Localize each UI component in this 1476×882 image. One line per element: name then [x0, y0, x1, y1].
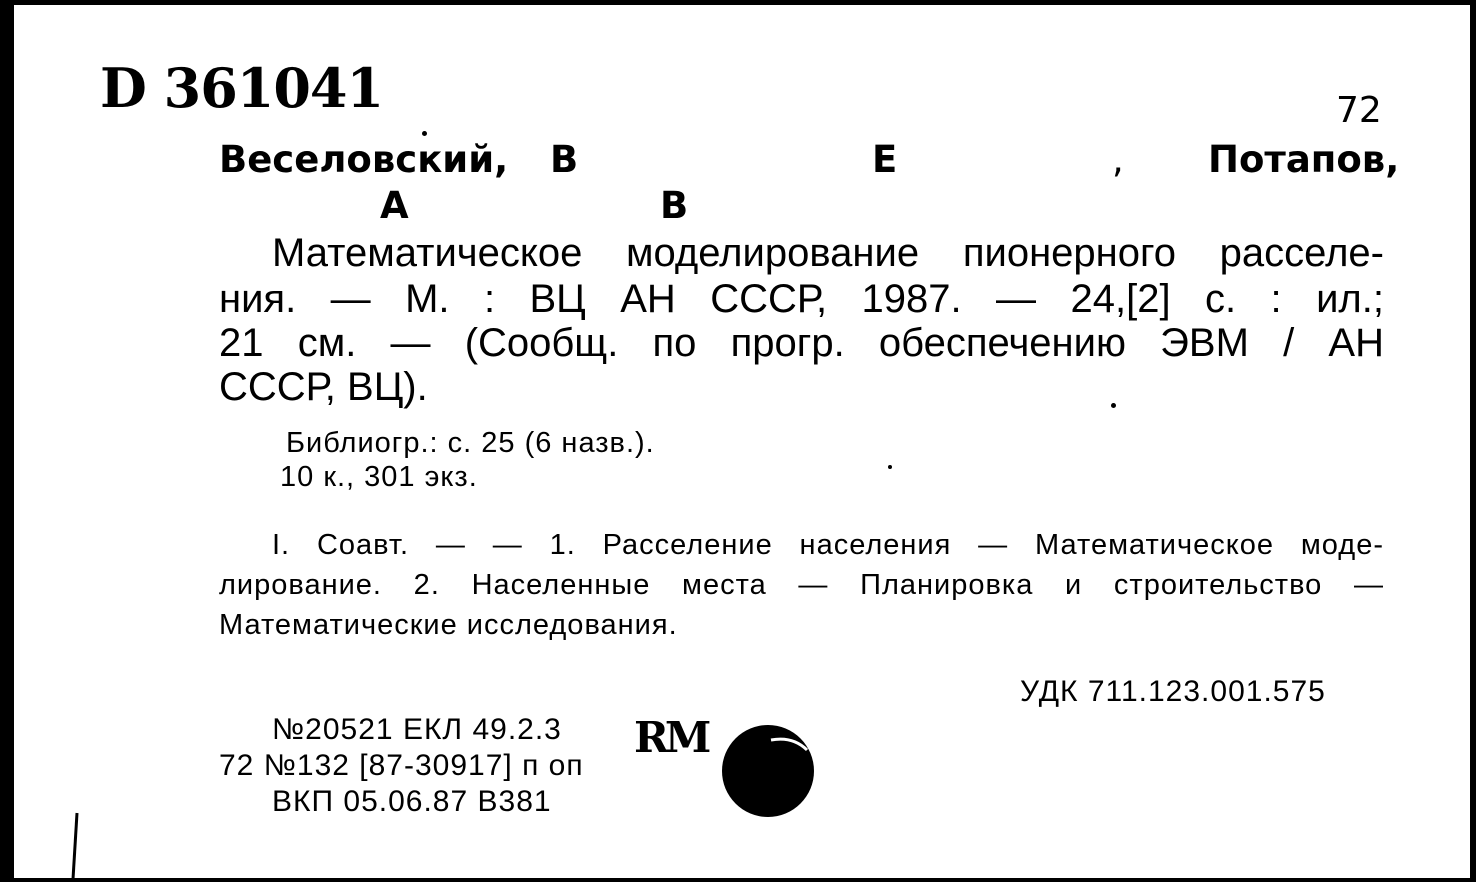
- author2-initial-1: А: [380, 184, 409, 227]
- record-number-line: ВКП 05.06.87 В381: [272, 785, 552, 818]
- copies-number: 72: [1336, 90, 1382, 131]
- description-line: Математическое моделирование пионерного расселе-: [272, 233, 1384, 275]
- description-line: СССР, ВЦ).: [219, 365, 428, 409]
- pen-stroke-mark: [70, 811, 80, 881]
- ink-speck: [1111, 403, 1116, 408]
- record-number-line: №20521 ЕКЛ 49.2.3: [272, 713, 562, 746]
- rm-stamp: RM: [634, 713, 708, 762]
- subject-line: Математические исследования.: [219, 611, 678, 641]
- author-surname-1: Веселовский,: [219, 138, 509, 181]
- bibliography-note: Библиогр.: с. 25 (6 назв.).: [286, 427, 655, 459]
- author2-initial-2: В: [660, 184, 689, 227]
- author-surname-2: Потапов,: [1208, 138, 1400, 181]
- subject-line: I. Соавт. — — 1. Расселение населения — Математическое моде-: [272, 531, 1384, 561]
- shelf-mark: D 361041: [100, 56, 384, 120]
- author-separator: ,: [1112, 138, 1124, 181]
- author-initial-2: Е: [872, 138, 898, 181]
- record-number-line: 72 №132 [87-30917] п оп: [219, 749, 584, 782]
- author-initial-1: В: [550, 138, 579, 181]
- subject-line: лирование. 2. Населенные места — Планировка и строительство —: [219, 571, 1384, 601]
- description-line: 21 см. — (Сообщ. по прогр. обеспечению ЭВМ / АН: [219, 323, 1384, 365]
- edition-note: 10 к., 301 экз.: [280, 461, 478, 493]
- ink-speck: [422, 131, 427, 136]
- ink-speck: [888, 465, 892, 469]
- description-line: ния. — М. : ВЦ АН СССР, 1987. — 24,[2] с. : ил.;: [219, 279, 1384, 321]
- udk-code: УДК 711.123.001.575: [1020, 675, 1326, 708]
- black-circle-mark-icon: [721, 720, 815, 818]
